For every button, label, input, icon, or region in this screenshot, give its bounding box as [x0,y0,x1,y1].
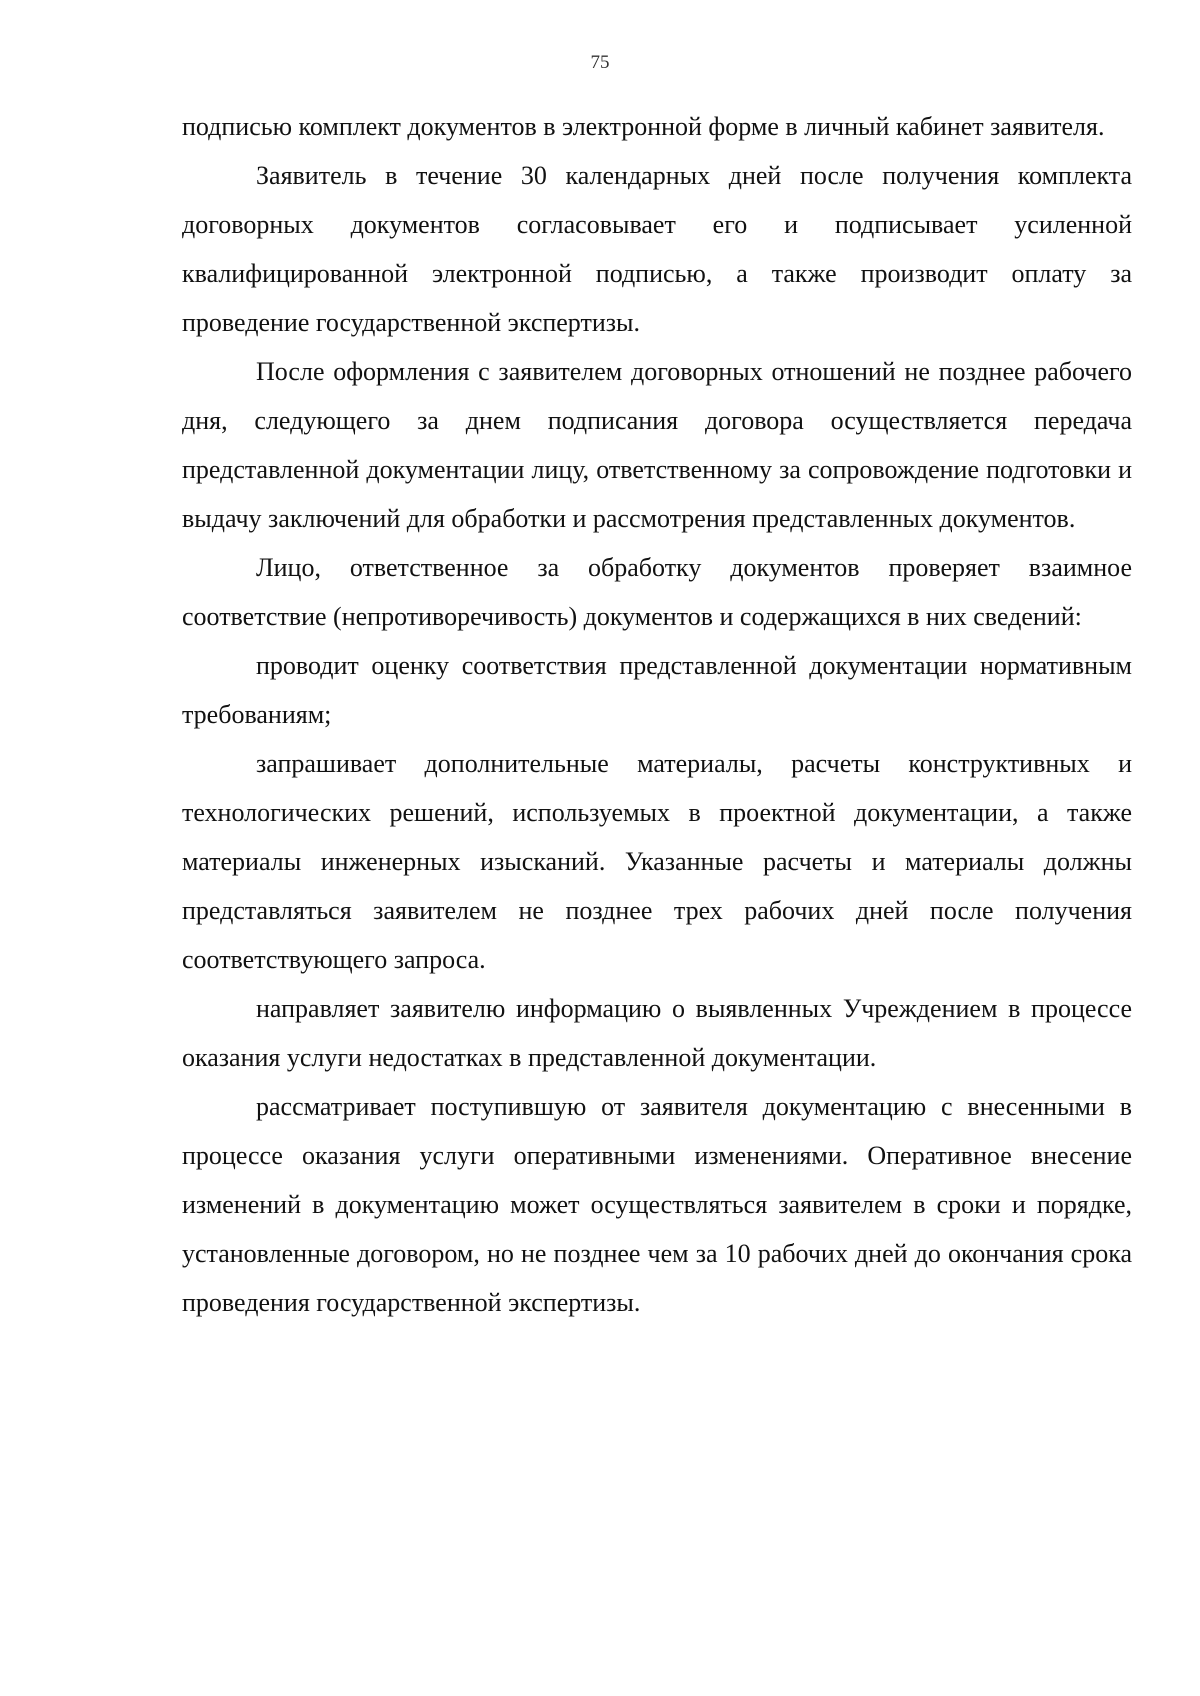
paragraph-contract-transfer: После оформления с заявителем договорных отношений не позднее рабочего дня, следующего за днем подписания договора осуществляется передача представленной документации лицу, ответственному за сопровождение подготовки и выдачу заключений для обработки и рассмотрения представленных документов. [182,357,1132,533]
body-text [182,102,1132,1327]
paragraph-responsible-person: Лицо, ответственное за обработку документов проверяет взаимное соответствие (непротиворечивость) документов и содержащихся в них сведений: [182,553,1132,631]
list-item-request-materials: запрашивает дополнительные материалы, расчеты конструктивных и технологических решений, используемых в проектной документации, а также материалы инженерных изысканий. Указанные расчеты и материалы должны представляться заявителем не позднее трех рабочих дней после получения соответствующего запроса. [182,749,1132,974]
list-item-review-changes: рассматривает поступившую от заявителя документацию с внесенными в процессе оказания услуги оперативными изменениями. Оперативное внесение изменений в документацию может осуществляться заявителем в сроки и порядке, установленные договором, но не позднее чем за 10 рабочих дней до окончания срока проведения государственной экспертизы. [182,1092,1132,1317]
list-item-notify-deficiencies: направляет заявителю информацию о выявленных Учреждением в процессе оказания услуги недостатках в представленной документации. [182,994,1132,1072]
list-item-assessment: проводит оценку соответствия представленной документации нормативным требованиям; [182,651,1132,729]
page-number: 75 [590,52,610,73]
paragraph-continuation: подписью комплект документов в электронной форме в личный кабинет заявителя. [182,112,1105,141]
paragraph-applicant-terms: Заявитель в течение 30 календарных дней после получения комплекта договорных документов согласовывает его и подписывает усиленной квалифицированной электронной подписью, а также производит оплату за проведение государственной экспертизы. [182,161,1132,337]
